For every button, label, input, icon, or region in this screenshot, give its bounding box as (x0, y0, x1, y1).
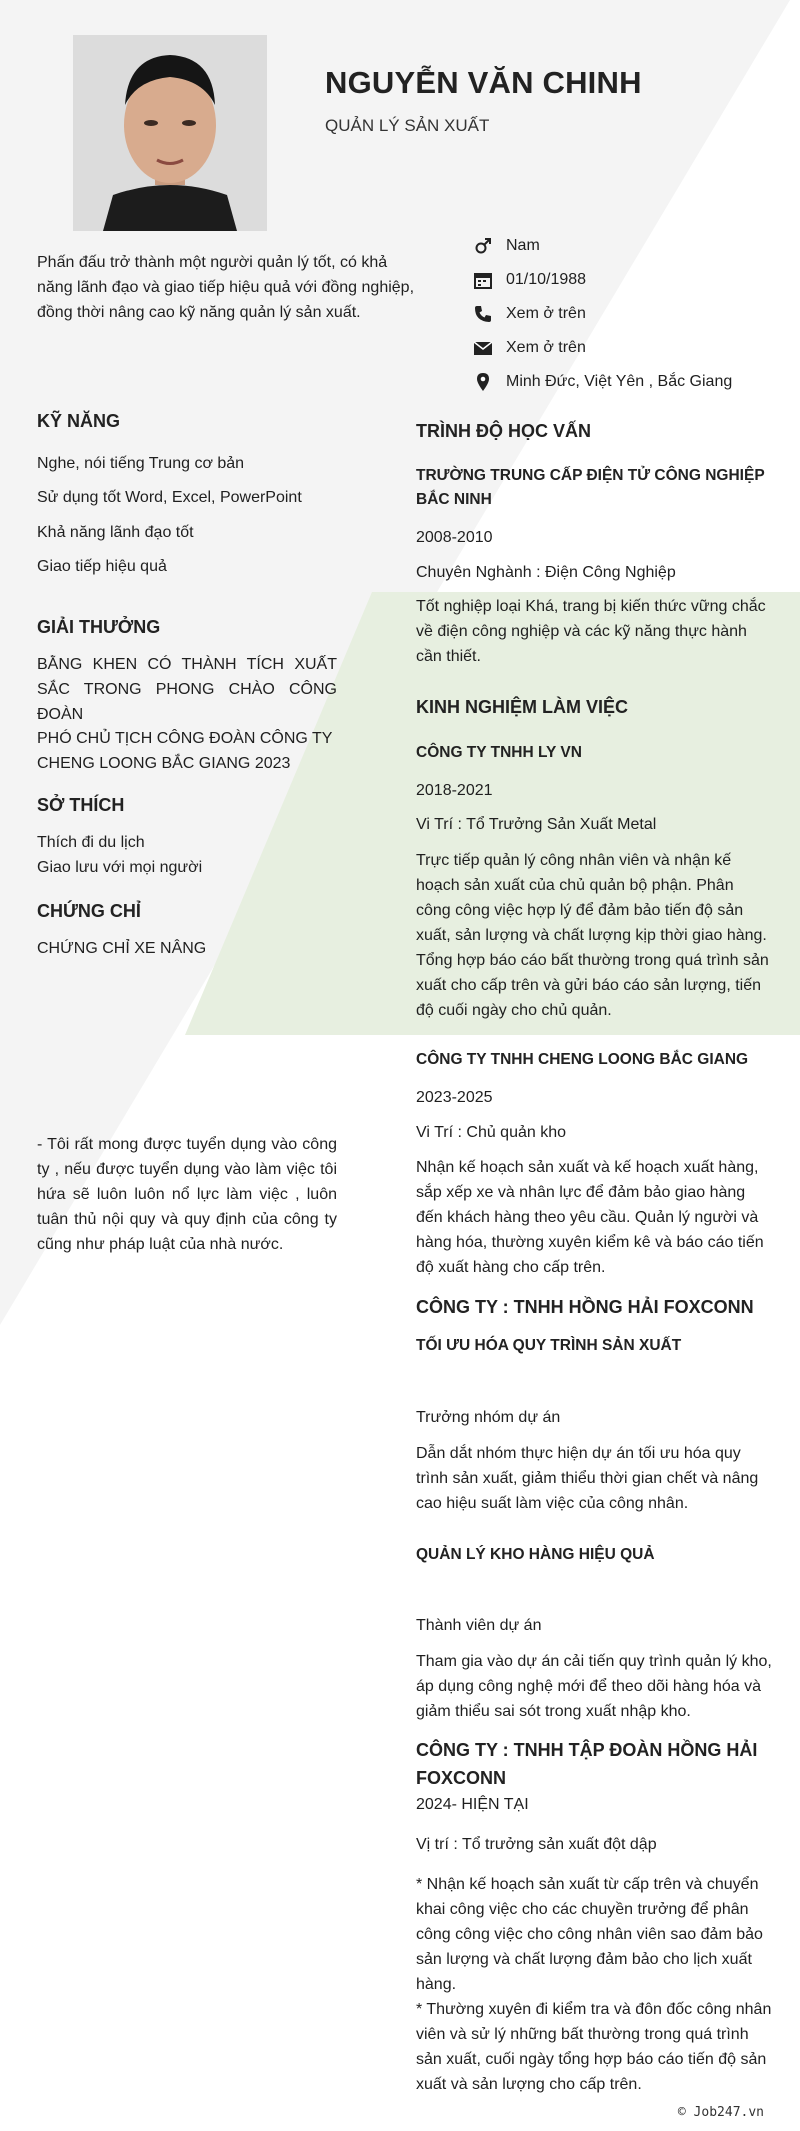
contact-gender (472, 229, 782, 263)
education-period: 2008-2010 (416, 529, 493, 546)
job-position: Vi Trí : Chủ quản kho (416, 1124, 567, 1141)
gender-value: Nam (506, 237, 540, 254)
awards-heading: GIẢI THƯỞNG (37, 617, 161, 637)
candidate-name: NGUYỄN VĂN CHINH (325, 65, 642, 100)
job-description: Trực tiếp quản lý công nhân viên và nhận kế hoạch sản xuất của chủ quản bộ phận. Phân công công việc hợp lý để đảm bảo tiến độ sản xuất, sản lượng và chất lượng kịp thời giao hàng. Tổng hợp báo cáo bất thường trong quá trình sản xuất cho cấp trên và gửi báo cáo sản lượng, tiến độ cuối ngày cho chủ quản. (416, 852, 769, 1019)
experience-heading: KINH NGHIỆM LÀM VIỆC (416, 697, 629, 717)
job-company: CÔNG TY : TNHH HỒNG HẢI FOXCONN (416, 1297, 754, 1317)
project-description: Tham gia vào dự án cải tiến quy trình quản lý kho, áp dụng công nghệ mới để theo dõi hàng hóa và giảm thiểu sai sót trong xuất nhập kho. (416, 1653, 772, 1720)
project-role: Trưởng nhóm dự án (416, 1409, 561, 1426)
job-company: CÔNG TY TNHH LY VN (416, 744, 582, 761)
calendar-icon (472, 269, 494, 291)
skill-item: Khả năng lãnh đạo tốt (37, 524, 194, 541)
current-duty: * Nhận kế hoạch sản xuất từ cấp trên và chuyển khai công việc cho các chuyền trưởng để phân công công việc cho công nhân viên sao đảm bảo sản lượng và chất lượng đảm bảo cho lịch xuất hàng. (416, 1876, 763, 1993)
profile-photo (73, 35, 267, 231)
job-position: Vi Trí : Tổ Trưởng Sản Xuất Metal (416, 816, 657, 833)
hobbies-heading: SỞ THÍCH (37, 795, 125, 815)
gender-icon (472, 235, 494, 257)
hobby-item: Thích đi du lịch (37, 834, 145, 851)
project-description: Dẫn dắt nhóm thực hiện dự án tối ưu hóa quy trình sản xuất, giảm thiểu thời gian chết và nâng cao hiệu suất làm việc của công nhân. (416, 1445, 759, 1512)
contact-address (472, 365, 782, 399)
education-heading: TRÌNH ĐỘ HỌC VẤN (416, 421, 591, 441)
site-watermark: © Job247.vn (677, 2105, 764, 2120)
skill-item: Nghe, nói tiếng Trung cơ bản (37, 455, 245, 472)
birthday-value: 01/10/1988 (506, 271, 587, 288)
current-position: Vị trí : Tổ trưởng sản xuất đột dập (416, 1836, 657, 1853)
contact-phone (472, 297, 782, 331)
project-name: TỐI ƯU HÓA QUY TRÌNH SẢN XUẤT (416, 1337, 682, 1354)
certificate-item: CHỨNG CHỈ XE NÂNG (37, 940, 207, 957)
current-company: CÔNG TY : TNHH TẬP ĐOÀN HỒNG HẢI FOXCONN (416, 1740, 758, 1788)
current-period: 2024- HIỆN TẠI (416, 1796, 529, 1813)
skills-heading: KỸ NĂNG (37, 411, 121, 431)
job-period: 2018-2021 (416, 782, 493, 799)
certificates-heading: CHỨNG CHỈ (37, 901, 141, 921)
skill-item: Giao tiếp hiệu quả (37, 558, 167, 575)
job-company: CÔNG TY TNHH CHENG LOONG BẮC GIANG (416, 1051, 749, 1068)
phone-icon (472, 303, 494, 325)
career-objective: Phấn đấu trở thành một người quản lý tốt, có khả năng lãnh đạo và giao tiếp hiệu quả với đồng nghiệp, đồng thời nâng cao kỹ năng quản lý sản xuất. (37, 254, 415, 321)
email-icon (472, 337, 494, 359)
award-item: PHÓ CHỦ TỊCH CÔNG ĐOÀN CÔNG TY CHENG LOONG BẮC GIANG 2023 (37, 730, 333, 772)
school-name: TRƯỜNG TRUNG CẤP ĐIỆN TỬ CÔNG NGHIỆP BẮC NINH (416, 467, 765, 508)
job-title: QUẢN LÝ SẢN XUẤT (325, 116, 490, 135)
project-role: Thành viên dự án (416, 1617, 542, 1634)
project-name: QUẢN LÝ KHO HÀNG HIỆU QUẢ (416, 1546, 655, 1563)
contact-birthday (472, 263, 782, 297)
skill-item: Sử dụng tốt Word, Excel, PowerPoint (37, 489, 302, 506)
address-value: Minh Đức, Việt Yên , Bắc Giang (506, 373, 733, 390)
commitment-statement: - Tôi rất mong được tuyển dụng vào công ty , nếu được tuyển dụng vào làm việc tôi hứa sẽ luôn luôn nổ lực làm việc , luôn tuân thủ nội quy và quy định của công ty cũng như pháp luật của nhà nước. (37, 1136, 337, 1253)
job-period: 2023-2025 (416, 1089, 493, 1106)
contact-info (472, 229, 782, 399)
phone-value: Xem ở trên (506, 305, 586, 322)
contact-email (472, 331, 782, 365)
email-value: Xem ở trên (506, 339, 586, 356)
current-duty: * Thường xuyên đi kiểm tra và đôn đốc công nhân viên và sử lý những bất thường trong quá trình sản xuất, cuối ngày tổng hợp báo cáo tiến độ sản xuất và sản lượng cho cấp trên. (416, 2001, 772, 2093)
hobby-item: Giao lưu với mọi người (37, 859, 203, 876)
award-item: BẰNG KHEN CÓ THÀNH TÍCH XUẤT SẮC TRONG PHONG CHÀO CÔNG ĐOÀN (37, 656, 337, 723)
job-description: Nhận kế hoạch sản xuất và kế hoạch xuất hàng, sắp xếp xe và nhân lực để đảm bảo giao hàng đến khách hàng theo yêu cầu. Quản lý người và hàng hóa, thường xuyên kiểm kê và báo cáo tiến độ xuất hàng cho cấp trên. (416, 1159, 764, 1276)
education-description: Tốt nghiệp loại Khá, trang bị kiến thức vững chắc về điện công nghiệp và các kỹ năng thực hành cần thiết. (416, 598, 766, 665)
education-major: Chuyên Nghành : Điện Công Nghiệp (416, 564, 676, 581)
location-pin-icon (472, 371, 494, 393)
